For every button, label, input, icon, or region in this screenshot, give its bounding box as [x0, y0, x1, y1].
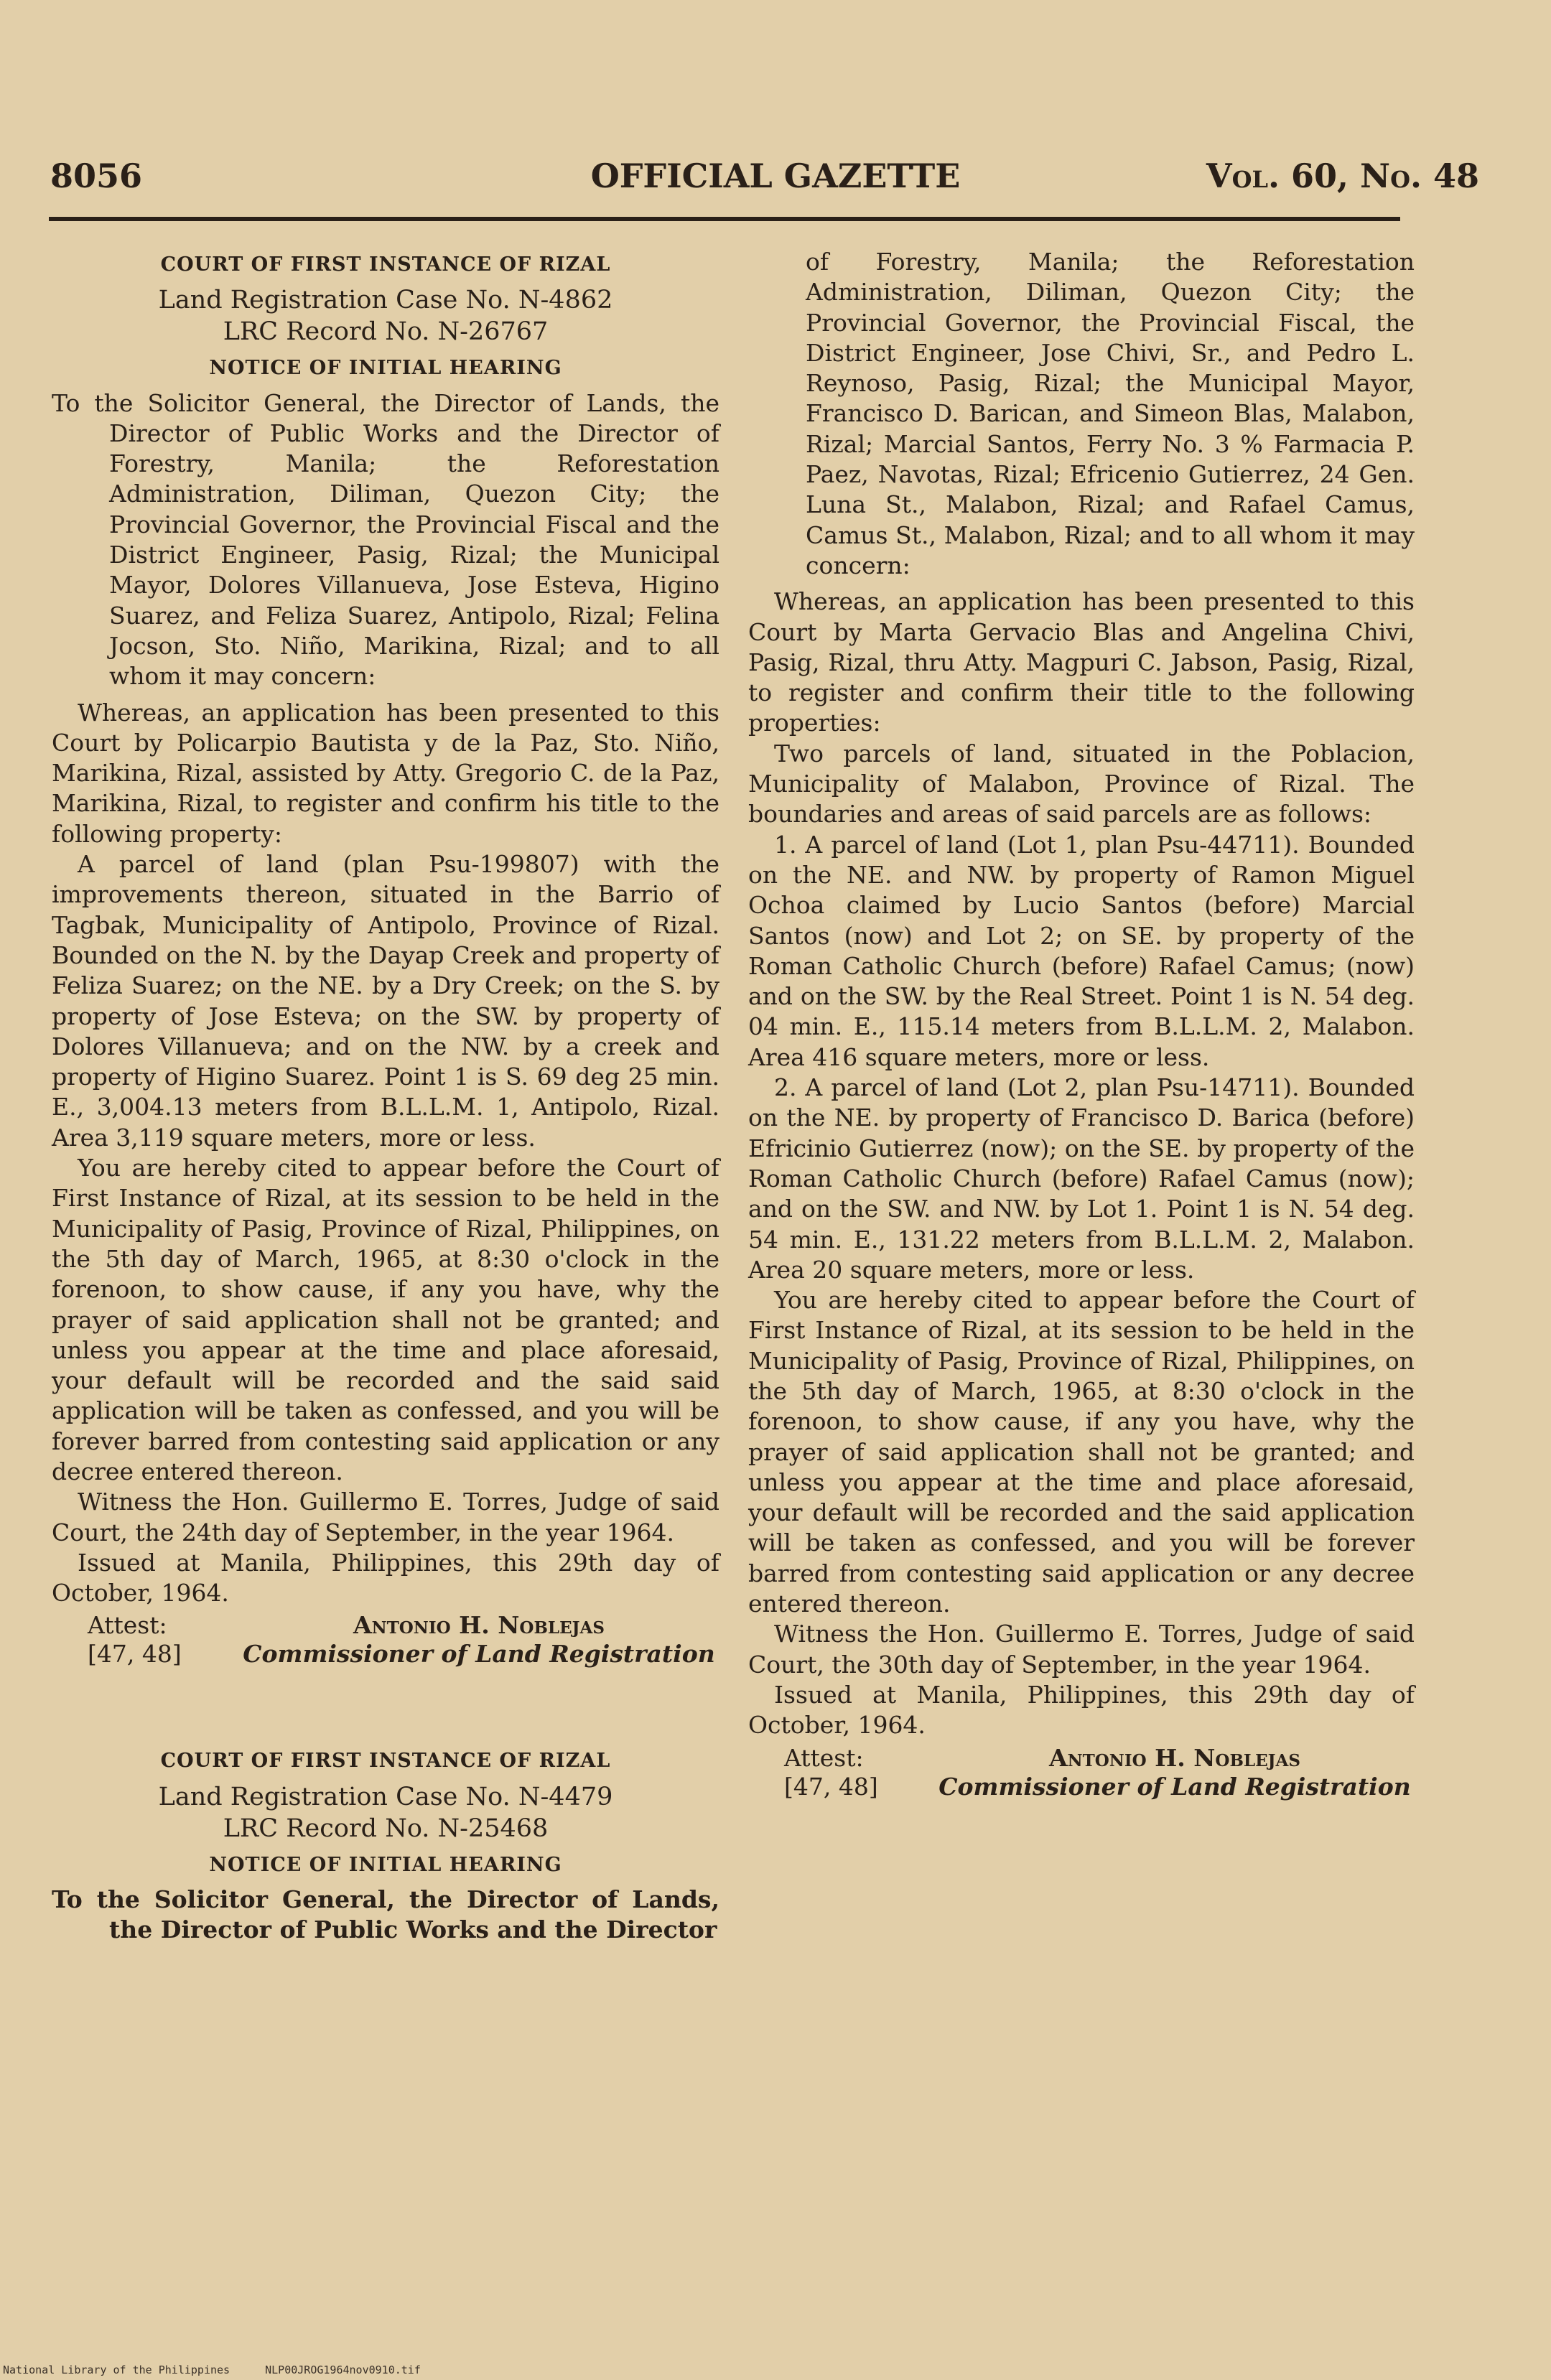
addressee-paragraph: To the Solicitor General, the Director of Lands, the Director of Public Works and the Director of Forestry, Manila; the Reforestation Administration, Diliman, Quezon City; the Provincial Governor, the Provincial Fiscal and the District Engineer, Pasig, Rizal; the Municipal Mayor, Dolores Villanueva, Jose Esteva, Higino Suarez, and Feliza Suarez, Antipolo, Rizal; Felina Jocson, Sto. Niño, Marikina, Rizal; and to all whom it may concern:	[52, 388, 719, 691]
parcel-paragraph: A parcel of land (plan Psu-199807) with the improvements thereon, situated in the Barrio of Tagbak, Municipality of Antipolo, Province of Rizal. Bounded on the N. by the Dayap Creek and property of Feliza Suarez; on the NE. by a Dry Creek; on the S. by property of Jose Esteva; on the SW. by property of Dolores Villanueva; and on the NW. by a creek and property of Higino Suarez. Point 1 is S. 69 deg 25 min. E., 3,004.13 meters from B.L.L.M. 1, Antipolo, Rizal. Area 3,119 square meters, more or less.	[52, 850, 719, 1152]
file-name: NLP00JROG1964nov0910.tif	[265, 2363, 421, 2376]
page-number: 8056	[50, 157, 143, 195]
attestation	[52, 1611, 719, 1669]
case-number: Land Registration Case No. N-4862	[158, 286, 613, 315]
citation-paragraph: You are hereby cited to appear before the Court of First Instance of Rizal, at its session to be held in the Municipality of Pasig, Province of Rizal, Philippines, on the 5th day of March, 1965, at 8:30 o'clock in the forenoon, to show cause, if any you have, why the prayer of said application shall not be granted; and unless you appear at the time and place aforesaid, your default will be recorded and the said said application will be taken as confessed, and you will be forever barred from contesting said application or any decree entered thereon.	[52, 1154, 719, 1485]
scan-footer	[3, 2363, 450, 2376]
addressee-paragraph-continued: of Forestry, Manila; the Reforestation Administration, Diliman, Quezon City; the Provincial Governor, the Provincial Fiscal, the District Engineer, Jose Chivi, Sr., and Pedro L. Reynoso, Pasig, Rizal; the Municipal Mayor, Francisco D. Barican, and Simeon Blas, Malabon, Rizal; Marcial Santos, Ferry No. 3 % Farmacia P. Paez, Navotas, Rizal; Efricenio Gutierrez, 24 Gen. Luna St., Malabon, Rizal; and Rafael Camus, Camus St., Malabon, Rizal; and to all whom it may concern:	[806, 248, 1415, 579]
publication-title: OFFICIAL GAZETTE	[590, 157, 961, 195]
addressee-paragraph-start	[52, 1885, 719, 1946]
issued-paragraph: Issued at Manila, Philippines, this 29th day of October, 1964.	[748, 1680, 1415, 1740]
court-heading: COURT OF FIRST INSTANCE OF RIZAL	[160, 253, 611, 276]
header-rule	[49, 217, 1400, 221]
notice-title: NOTICE OF INITIAL HEARING	[209, 1853, 562, 1876]
record-number: LRC Record No. N-26767	[223, 317, 549, 347]
case-number: Land Registration Case No. N-4479	[158, 1782, 613, 1811]
issue-reference: [47, 48]	[784, 1772, 878, 1801]
signatory-title: Commissioner of Land Registration	[243, 1640, 715, 1669]
left-column	[52, 244, 719, 1951]
library-credit: National Library of the Philippines	[3, 2363, 230, 2376]
whereas-paragraph: Whereas, an application has been presented to this Court by Policarpio Bautista y de la Paz, Sto. Niño, Marikina, Rizal, assisted by Atty. Gregorio C. de la Paz, Marikina, Rizal, to register and confirm his title to the following property:	[52, 698, 719, 848]
volume-number: Vol. 60, No. 48	[1206, 157, 1479, 195]
signatory-title: Commissioner of Land Registration	[938, 1772, 1411, 1801]
citation-paragraph: You are hereby cited to appear before the Court of First Instance of Rizal, at its session to be held in the Municipality of Pasig, Province of Rizal, Philippines, on the 5th day of March, 1965, at 8:30 o'clock in the forenoon, to show cause, if any you have, why the prayer of said application shall not be granted; and unless you appear at the time and place aforesaid, your default will be recorded and the said application will be taken as confessed, and you will be forever barred from contesting said application or any decree entered thereon.	[748, 1286, 1415, 1618]
signatory-name: Antonio H. Noblejas	[1049, 1743, 1300, 1772]
two-parcels-paragraph: Two parcels of land, situated in the Poblacion, Municipality of Malabon, Province of Rizal. The boundaries and areas of said parcels are as follows:	[748, 739, 1415, 829]
issue-reference: [47, 48]	[88, 1640, 182, 1669]
court-heading: COURT OF FIRST INSTANCE OF RIZAL	[160, 1750, 611, 1773]
whereas-paragraph: Whereas, an application has been presented to this Court by Marta Gervacio Blas and Angelina Chivi, Pasig, Rizal, thru Atty. Magpuri C. Jabson, Pasig, Rizal, to register and confirm their title to the following properties:	[748, 587, 1415, 737]
attest-label: Attest:	[784, 1743, 864, 1772]
parcel-2-paragraph: 2. A parcel of land (Lot 2, plan Psu-14711). Bounded on the NE. by property of Francisco D. Barica (before) Efricinio Gutierrez (now); on the SE. by property of the Roman Catholic Church (before) Rafael Camus (now); and on the SW. and NW. by Lot 1. Point 1 is N. 54 deg. 54 min. E., 131.22 meters from B.L.L.M. 2, Malabon. Area 20 square meters, more or less.	[748, 1073, 1415, 1284]
notice-title: NOTICE OF INITIAL HEARING	[209, 357, 562, 380]
attest-label: Attest:	[88, 1611, 167, 1640]
parcel-1-paragraph: 1. A parcel of land (Lot 1, plan Psu-44711). Bounded on the NE. and NW. by property of Ramon Miguel Ochoa claimed by Lucio Santos (before) Marcial Santos (now) and Lot 2; on SE. by property of the Roman Catholic Church (before) Rafael Camus; (now) and on the SW. by the Real Street. Point 1 is N. 54 deg. 04 min. E., 115.14 meters from B.L.L.M. 2, Malabon. Area 416 square meters, more or less.	[748, 830, 1415, 1071]
record-number: LRC Record No. N-25468	[223, 1814, 549, 1843]
issued-paragraph: Issued at Manila, Philippines, this 29th day of October, 1964.	[52, 1548, 719, 1607]
attestation	[748, 1744, 1415, 1801]
witness-paragraph: Witness the Hon. Guillermo E. Torres, Judge of said Court, the 30th day of September, in the year 1964.	[748, 1620, 1415, 1679]
addressee-text: To the Solicitor General, the Director of Lands, the Director of Public Works and the Director	[52, 1885, 719, 1944]
signatory-name: Antonio H. Noblejas	[353, 1611, 605, 1640]
right-column	[748, 244, 1415, 1801]
witness-paragraph: Witness the Hon. Guillermo E. Torres, Judge of said Court, the 24th day of September, in the year 1964.	[52, 1488, 719, 1546]
